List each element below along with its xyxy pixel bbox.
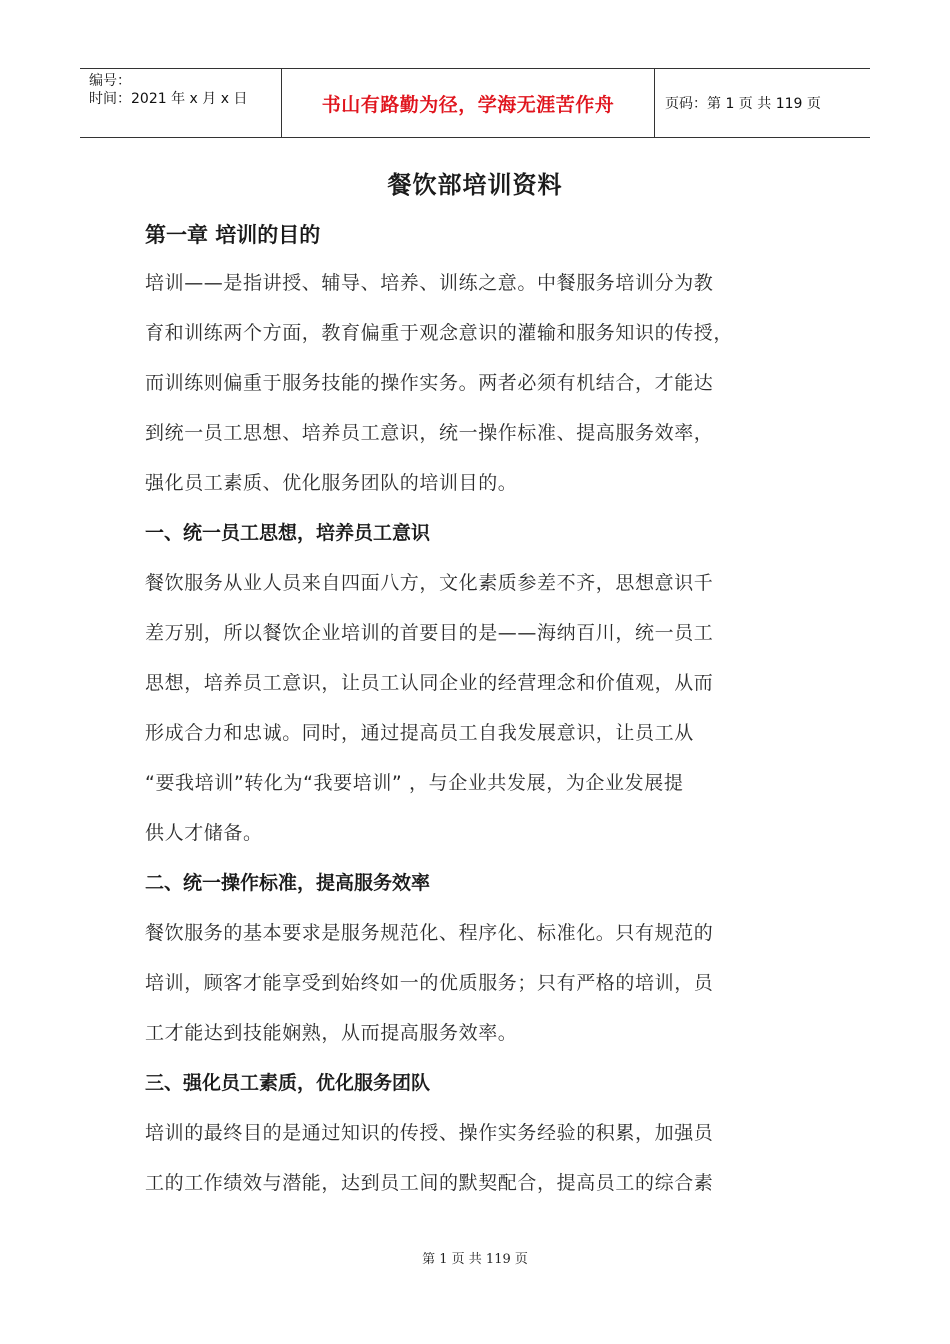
paragraph-line: 培训的最终目的是通过知识的传授、操作实务经验的积累，加强员 [145, 1122, 714, 1144]
header-page-info: 页码：第 1 页 共 119 页 [665, 96, 821, 112]
paragraph-line: 思想，培养员工意识，让员工认同企业的经营理念和价值观，从而 [145, 672, 714, 694]
paragraph-line: “要我培训”转化为“我要培训” ，与企业共发展，为企业发展提 [145, 772, 684, 794]
paragraph-line: 餐饮服务从业人员来自四面八方，文化素质参差不齐，思想意识千 [145, 572, 714, 594]
section-heading-1: 一、统一员工思想，培养员工意识 [145, 522, 431, 544]
paragraph-line: 工才能达到技能娴熟，从而提高服务效率。 [145, 1022, 518, 1044]
header-meta-cell [80, 69, 282, 137]
header-motto: 书山有路勤为径，学海无涯苦作舟 [321, 93, 615, 116]
paragraph-line: 餐饮服务的基本要求是服务规范化、程序化、标准化。只有规范的 [145, 922, 714, 944]
section-paragraph-2 [145, 908, 810, 1058]
page-footer: 第 1 页 共 119 页 [422, 1252, 528, 1267]
paragraph-line: 形成合力和忠诚。同时，通过提高员工自我发展意识，让员工从 [145, 722, 694, 744]
section-heading-2: 二、统一操作标准，提高服务效率 [145, 872, 431, 894]
document-date-label: 时间：2021 年 x 月 x 日 [89, 91, 248, 107]
paragraph-line: 强化员工素质、优化服务团队的培训目的。 [145, 472, 518, 494]
paragraph-line: 培训，顾客才能享受到始终如一的优质服务；只有严格的培训，员 [145, 972, 714, 994]
section-heading-3: 三、强化员工素质，优化服务团队 [145, 1072, 431, 1094]
paragraph-line: 育和训练两个方面，教育偏重于观念意识的灌输和服务知识的传授， [145, 322, 734, 344]
header-motto-cell [282, 69, 655, 137]
paragraph-line: 到统一员工思想、培养员工意识，统一操作标准、提高服务效率， [145, 422, 714, 444]
header-table [80, 68, 870, 138]
section-paragraph-3 [145, 1108, 810, 1208]
paragraph-line: 培训——是指讲授、辅导、培养、训练之意。中餐服务培训分为教 [145, 272, 714, 294]
chapter-heading: 第一章 培训的目的 [145, 223, 321, 247]
paragraph-line: 工的工作绩效与潜能，达到员工间的默契配合，提高员工的综合素 [145, 1172, 714, 1194]
document-title: 餐饮部培训资料 [387, 171, 563, 199]
paragraph-line: 供人才储备。 [145, 822, 263, 844]
header-page-cell [655, 69, 870, 137]
intro-paragraph [145, 258, 810, 508]
section-paragraph-1 [145, 558, 810, 858]
document-body [145, 212, 810, 1208]
document-number-label: 编号： [89, 73, 131, 89]
paragraph-line: 差万别，所以餐饮企业培训的首要目的是——海纳百川，统一员工 [145, 622, 714, 644]
paragraph-line: 而训练则偏重于服务技能的操作实务。两者必须有机结合，才能达 [145, 372, 714, 394]
